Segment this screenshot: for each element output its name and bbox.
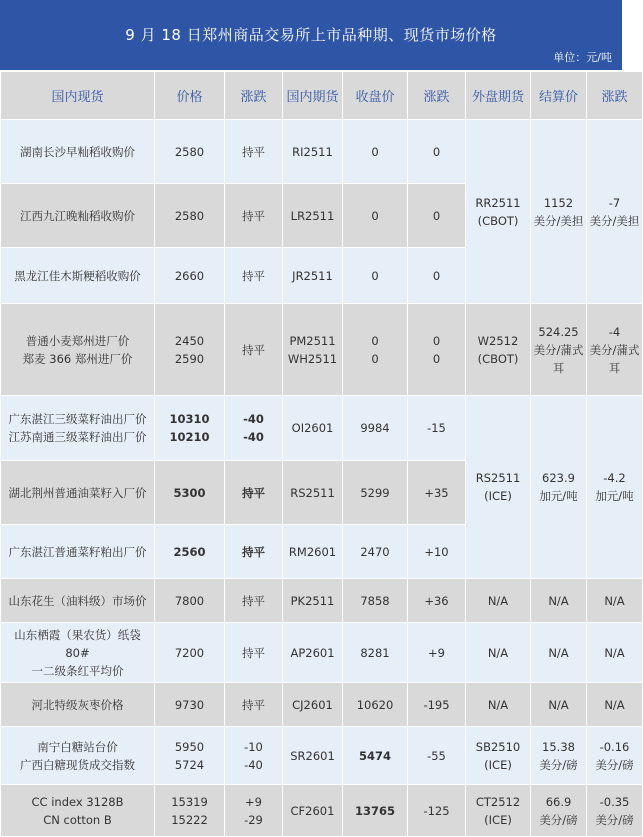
spot-name: 湖北荆州普通油菜籽入厂价 xyxy=(1,461,155,525)
price-table xyxy=(0,71,643,837)
overseas-futures: N/A xyxy=(466,579,531,623)
spot-price: 7200 xyxy=(155,623,225,683)
close-price: 13765 xyxy=(343,785,408,837)
unit-label: 单位：元/吨 xyxy=(553,51,612,64)
close-price: 10620 xyxy=(343,683,408,727)
futures-change: -55 xyxy=(408,727,466,785)
close-price: 2470 xyxy=(343,525,408,579)
table-header-row xyxy=(1,72,643,120)
table-row xyxy=(1,396,643,461)
spot-price: 5300 xyxy=(155,461,225,525)
spot-name: 湖南长沙早籼稻收购价 xyxy=(1,120,155,184)
spot-change: 持平 xyxy=(225,623,283,683)
close-price: 8281 xyxy=(343,623,408,683)
col-header: 外盘期货 xyxy=(466,72,531,120)
futures-contract: JR2511 xyxy=(283,248,343,304)
spot-change: 持平 xyxy=(225,461,283,525)
col-header: 涨跌 xyxy=(225,72,283,120)
overseas-futures: RR2511 (CBOT) xyxy=(466,120,531,304)
settle-price: N/A xyxy=(531,623,587,683)
spot-price: 2660 xyxy=(155,248,225,304)
close-price: 0 0 xyxy=(343,304,408,396)
overseas-futures: RS2511 (ICE) xyxy=(466,396,531,579)
futures-change: 0 xyxy=(408,248,466,304)
overseas-change: N/A xyxy=(587,579,643,623)
header-banner xyxy=(0,0,622,70)
futures-change: +35 xyxy=(408,461,466,525)
table-row xyxy=(1,304,643,396)
close-price: 9984 xyxy=(343,396,408,461)
settle-price: 524.25 美分/蒲式 耳 xyxy=(531,304,587,396)
settle-price: 1152 美分/美担 xyxy=(531,120,587,304)
overseas-change: N/A xyxy=(587,683,643,727)
close-price: 5299 xyxy=(343,461,408,525)
close-price: 7858 xyxy=(343,579,408,623)
overseas-futures: N/A xyxy=(466,683,531,727)
futures-change: +9 xyxy=(408,623,466,683)
spot-change: -40 -40 xyxy=(225,396,283,461)
spot-change: 持平 xyxy=(225,579,283,623)
overseas-change: -4 美分/蒲式 耳 xyxy=(587,304,643,396)
col-header: 涨跌 xyxy=(587,72,643,120)
futures-change: 0 0 xyxy=(408,304,466,396)
futures-contract: OI2601 xyxy=(283,396,343,461)
close-price: 5474 xyxy=(343,727,408,785)
futures-contract: AP2601 xyxy=(283,623,343,683)
spot-name: CC index 3128B CN cotton B xyxy=(1,785,155,837)
spot-name: 江西九江晚籼稻收购价 xyxy=(1,184,155,248)
settle-price: N/A xyxy=(531,579,587,623)
spot-price: 9730 xyxy=(155,683,225,727)
futures-change: -15 xyxy=(408,396,466,461)
spot-change: +9 -29 xyxy=(225,785,283,837)
futures-contract: RI2511 xyxy=(283,120,343,184)
futures-change: 0 xyxy=(408,184,466,248)
spot-name: 广东湛江普通菜籽粕出厂价 xyxy=(1,525,155,579)
col-header: 结算价 xyxy=(531,72,587,120)
futures-contract: SR2601 xyxy=(283,727,343,785)
futures-change: +36 xyxy=(408,579,466,623)
col-header: 国内现货 xyxy=(1,72,155,120)
table-row xyxy=(1,579,643,623)
table-row xyxy=(1,120,643,184)
spot-price: 15319 15222 xyxy=(155,785,225,837)
close-price: 0 xyxy=(343,248,408,304)
spot-price: 2580 xyxy=(155,120,225,184)
overseas-change: -0.16 美分/磅 xyxy=(587,727,643,785)
col-header: 价格 xyxy=(155,72,225,120)
overseas-change: -7 美分/美担 xyxy=(587,120,643,304)
table-row xyxy=(1,683,643,727)
spot-name: 普通小麦郑州进厂价 郑麦 366 郑州进厂价 xyxy=(1,304,155,396)
futures-contract: CF2601 xyxy=(283,785,343,837)
futures-change: -125 xyxy=(408,785,466,837)
overseas-futures: CT2512 (ICE) xyxy=(466,785,531,837)
spot-change: 持平 xyxy=(225,120,283,184)
spot-name: 河北特级灰枣价格 xyxy=(1,683,155,727)
spot-price: 10310 10210 xyxy=(155,396,225,461)
spot-name: 山东花生（油料级）市场价 xyxy=(1,579,155,623)
overseas-futures: W2512 (CBOT) xyxy=(466,304,531,396)
spot-price: 2450 2590 xyxy=(155,304,225,396)
settle-price: 66.9 美分/磅 xyxy=(531,785,587,837)
futures-change: -195 xyxy=(408,683,466,727)
overseas-futures: SB2510 (ICE) xyxy=(466,727,531,785)
overseas-futures: N/A xyxy=(466,623,531,683)
close-price: 0 xyxy=(343,184,408,248)
col-header: 涨跌 xyxy=(408,72,466,120)
table-row xyxy=(1,727,643,785)
spot-change: 持平 xyxy=(225,184,283,248)
spot-change: 持平 xyxy=(225,304,283,396)
futures-change: +10 xyxy=(408,525,466,579)
spot-price: 2560 xyxy=(155,525,225,579)
futures-contract: LR2511 xyxy=(283,184,343,248)
futures-contract: PK2511 xyxy=(283,579,343,623)
col-header: 收盘价 xyxy=(343,72,408,120)
table-row xyxy=(1,785,643,837)
futures-contract: CJ2601 xyxy=(283,683,343,727)
futures-contract: RS2511 xyxy=(283,461,343,525)
spot-price: 5950 5724 xyxy=(155,727,225,785)
spot-change: 持平 xyxy=(225,525,283,579)
spot-name: 山东栖霞（果农货）纸袋 80# 一二级条红平均价 xyxy=(1,623,155,683)
page-title: 9 月 18 日郑州商品交易所上市品种期、现货市场价格 xyxy=(125,26,497,44)
spot-name: 广东湛江三级菜籽油出厂价 江苏南通三级菜籽油出厂价 xyxy=(1,396,155,461)
table-row xyxy=(1,623,643,683)
overseas-change: -0.35 美分/磅 xyxy=(587,785,643,837)
settle-price: N/A xyxy=(531,683,587,727)
futures-contract: RM2601 xyxy=(283,525,343,579)
futures-contract: PM2511 WH2511 xyxy=(283,304,343,396)
overseas-change: -4.2 加元/吨 xyxy=(587,396,643,579)
spot-name: 黑龙江佳木斯粳稻收购价 xyxy=(1,248,155,304)
spot-change: 持平 xyxy=(225,683,283,727)
spot-name: 南宁白糖站台价 广西白糖现货成交指数 xyxy=(1,727,155,785)
settle-price: 623.9 加元/吨 xyxy=(531,396,587,579)
spot-change: -10 -40 xyxy=(225,727,283,785)
overseas-change: N/A xyxy=(587,623,643,683)
settle-price: 15.38 美分/磅 xyxy=(531,727,587,785)
futures-change: 0 xyxy=(408,120,466,184)
spot-change: 持平 xyxy=(225,248,283,304)
col-header: 国内期货 xyxy=(283,72,343,120)
close-price: 0 xyxy=(343,120,408,184)
spot-price: 2580 xyxy=(155,184,225,248)
spot-price: 7800 xyxy=(155,579,225,623)
